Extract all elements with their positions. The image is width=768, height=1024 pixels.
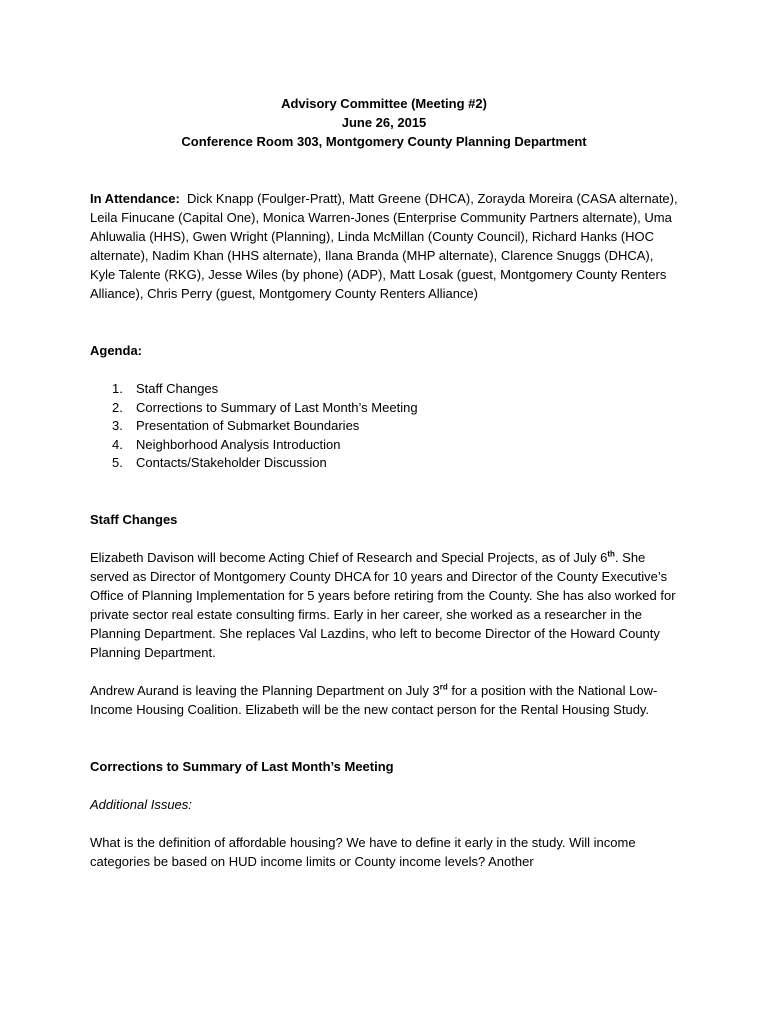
- staff-changes-paragraph-1: [90, 548, 680, 662]
- staff-p1-ordinal: th: [607, 549, 615, 559]
- attendance-label: In Attendance:: [90, 191, 180, 206]
- agenda-item: [90, 453, 680, 472]
- corrections-heading: Corrections to Summary of Last Month’s Meeting: [90, 758, 394, 774]
- agenda-item-label: Contacts/Stakeholder Discussion: [136, 455, 327, 470]
- meeting-date: June 26, 2015: [341, 115, 427, 130]
- agenda-item-number: 1.: [112, 381, 123, 396]
- agenda-item-label: Staff Changes: [136, 381, 219, 396]
- attendance-paragraph: [90, 189, 680, 303]
- agenda-item: [90, 379, 680, 398]
- corrections-paragraph: What is the definition of affordable housing? We have to define it early in the study. Will income categories be based on HUD income limits or County income levels? Another: [90, 834, 636, 869]
- staff-p2-text-cont: for a position with the National Low-Income Housing Coalition. Elizabeth will be the new contact person for the Rental Housing Study.: [90, 682, 658, 717]
- additional-issues-subheading: Additional Issues:: [90, 796, 192, 812]
- staff-p1-text: Elizabeth Davison will become Acting Chief of Research and Special Projects, as of July 6: [90, 549, 608, 565]
- meeting-location: Conference Room 303, Montgomery County Planning Department: [181, 134, 587, 149]
- agenda-item: [90, 435, 680, 454]
- agenda-item-number: 2.: [112, 399, 123, 415]
- agenda-item-label: Neighborhood Analysis Introduction: [136, 436, 341, 452]
- document-header: [0, 94, 768, 151]
- agenda-item: [90, 416, 680, 435]
- staff-p2-ordinal: rd: [439, 682, 448, 692]
- attendance-list: Dick Knapp (Foulger-Pratt), Matt Greene (DHCA), Zorayda Moreira (CASA alternate), Leila Finucane (Capital One), Monica Warren-Jones (Enterprise Community Partners alternate), Uma Ahluwalia (HHS), Gwen Wright (Planning), Linda McMillan (County Council), Richard Hanks (HOC alternate), Nadim Khan (HHS alternate), Ilana Branda (MHP alternate), Clarence Snuggs (DHCA), Kyle Talente (RKG), Jesse Wiles (by phone) (ADP), Matt Losak (guest, Montgomery County Renters Alliance), Chris Perry (guest, Montgomery County Renters Alliance): [90, 191, 678, 301]
- agenda-item-number: 4.: [112, 436, 123, 452]
- staff-p2-text: Andrew Aurand is leaving the Planning Department on July 3: [90, 682, 440, 698]
- staff-p1-text-cont: . She served as Director of Montgomery County DHCA for 10 years and Director of the County Executive’s Office of Planning Implementation for 5 years before retiring from the County. She has also worked for private sector real estate consulting firms. Early in her career, she worked as a researcher in the Planning Department. She replaces Val Lazdins, who left to become Director of the Howard County Planning Department.: [90, 549, 676, 660]
- agenda-item: [90, 398, 680, 417]
- agenda-item-number: 5.: [112, 455, 123, 470]
- agenda-heading: Agenda:: [90, 343, 142, 358]
- agenda-list: [90, 379, 680, 472]
- staff-changes-paragraph-2: [90, 681, 680, 719]
- document-body: [90, 189, 680, 871]
- staff-changes-heading: Staff Changes: [90, 511, 178, 527]
- agenda-item-number: 3.: [112, 418, 123, 433]
- meeting-title: Advisory Committee (Meeting #2): [281, 96, 487, 111]
- agenda-item-label: Corrections to Summary of Last Month’s Meeting: [136, 399, 418, 415]
- agenda-item-label: Presentation of Submarket Boundaries: [136, 418, 360, 433]
